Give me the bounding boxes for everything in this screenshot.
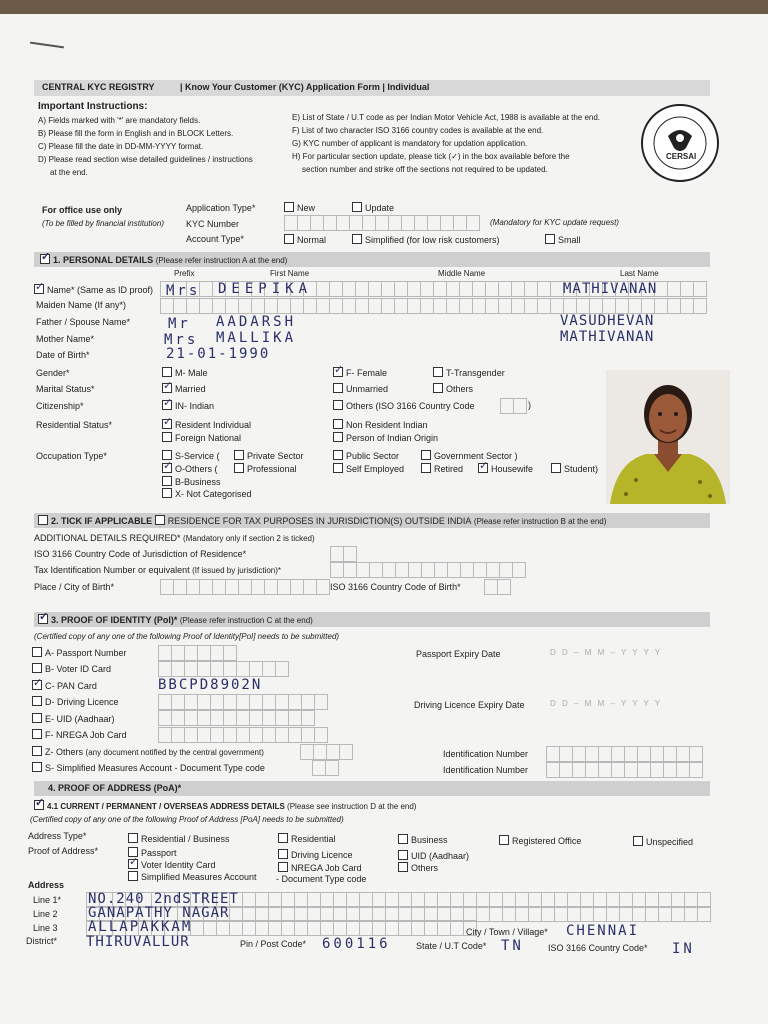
col-prefix: Prefix: [174, 269, 195, 278]
pan-checkbox[interactable]: [32, 680, 42, 690]
opt-poa-simplified[interactable]: [128, 871, 257, 882]
res-individual[interactable]: [162, 419, 251, 430]
section3-note: (Please refer instruction C at the end): [179, 616, 313, 625]
application-type-label: Application Type*: [186, 203, 256, 213]
iso-jurisdiction-label: ISO 3166 Country Code of Jurisdiction of Residence*: [34, 549, 247, 559]
self-checkbox[interactable]: [333, 463, 343, 473]
occ-retired[interactable]: [421, 463, 463, 474]
citizen-others-checkbox[interactable]: [333, 400, 343, 410]
passport-expiry-date[interactable]: D D – M M – Y Y Y Y: [550, 648, 663, 657]
state-label: State / U.T Code*: [416, 941, 487, 951]
passport-boxes[interactable]: [158, 645, 237, 661]
self-label: Self Employed: [346, 464, 405, 474]
kyc-number-boxes[interactable]: [284, 215, 480, 231]
business-label: B-Business: [175, 477, 221, 487]
male-checkbox[interactable]: [162, 367, 172, 377]
voter-boxes[interactable]: [158, 661, 289, 677]
dl-dd: D D: [550, 699, 570, 708]
occ-others[interactable]: [162, 463, 218, 474]
section2-title: [38, 515, 606, 526]
marital-label: Marital Status*: [36, 384, 95, 394]
uid-boxes[interactable]: [158, 710, 315, 726]
gender-label: Gender*: [36, 368, 70, 378]
gender-female[interactable]: [333, 367, 387, 378]
line3-value[interactable]: ALLAPAKKAM: [88, 919, 193, 935]
resident-label: Resident Individual: [175, 420, 252, 430]
opt-normal-label: Normal: [297, 235, 327, 245]
business-addr-label: Business: [411, 835, 448, 845]
dl-yyyy: Y Y Y Y: [621, 699, 663, 708]
opt-simplified-label: Simplified (for low risk customers): [365, 235, 500, 245]
poa-passport-label: Passport: [141, 848, 177, 858]
opt-new-label: New: [297, 203, 316, 213]
maiden-label: Maiden Name (If any*): [36, 300, 127, 310]
marital-others-label: Others: [446, 384, 474, 394]
seal-text: CERSAI: [666, 152, 697, 161]
occ-not-categorised[interactable]: [162, 488, 252, 499]
married-checkbox[interactable]: [162, 383, 172, 393]
poa-voter-checkbox[interactable]: [128, 859, 138, 869]
indian-label: IN- Indian: [175, 401, 215, 411]
section2-checkbox[interactable]: [38, 515, 48, 525]
resident-checkbox[interactable]: [162, 419, 172, 429]
housewife-label: Housewife: [491, 464, 534, 474]
district-value[interactable]: THIRUVALLUR: [86, 934, 190, 950]
section1-checkbox[interactable]: [40, 254, 50, 264]
res-nri[interactable]: [333, 419, 428, 430]
occ-public[interactable]: [333, 450, 399, 461]
name-checkbox[interactable]: [34, 284, 44, 294]
marital-others[interactable]: [433, 383, 473, 394]
poa-voter-label: Voter Identity Card: [141, 860, 216, 870]
dl-boxes[interactable]: [158, 694, 328, 710]
nri-label: Non Resident Indian: [346, 420, 428, 430]
instruction-e: E) List of State / U.T code as per Indian Motor Vehicle Act, 1988 is available at the end.: [292, 113, 601, 122]
dl-checkbox[interactable]: [32, 696, 42, 706]
married-label: Married: [175, 384, 206, 394]
instruction-h: H) For particular section update, please tick (✓) in the box available before the: [292, 152, 570, 161]
instruction-f: F) List of two character ISO 3166 country codes is available at the end.: [292, 126, 544, 135]
s-simplified-checkbox[interactable]: [32, 762, 42, 772]
poi-simplified[interactable]: [32, 762, 265, 773]
private-label: Private Sector: [247, 451, 304, 461]
instruction-d: D) Please read section wise detailed guidelines / instructions: [38, 155, 253, 164]
father-prefix-value[interactable]: Mr: [168, 316, 191, 332]
poa-uid-label: UID (Aadhaar): [411, 851, 470, 861]
dob-label: Date of Birth*: [36, 350, 90, 360]
form-title: CENTRAL KYC REGISTRY: [42, 82, 155, 92]
res-business-checkbox[interactable]: [128, 833, 138, 843]
poa-others-label: Others: [411, 863, 439, 873]
iso-jurisdiction-boxes[interactable]: [330, 546, 357, 562]
business-addr-checkbox[interactable]: [398, 834, 408, 844]
instructions-heading: Important Instructions:: [38, 101, 148, 112]
city-label: City / Town / Village*: [466, 927, 548, 937]
mother-label: Mother Name*: [36, 334, 95, 344]
office-use-note: (To be filled by financial institution): [42, 219, 164, 228]
instruction-g: G) KYC number of applicant is mandatory for updation application.: [292, 139, 528, 148]
pin-label: Pin / Post Code*: [240, 939, 307, 949]
section4-title: 4. PROOF OF ADDRESS (PoA)*: [48, 783, 182, 793]
occ-self[interactable]: [333, 463, 404, 474]
opt-registered[interactable]: [499, 835, 581, 846]
retired-checkbox[interactable]: [421, 463, 431, 473]
col-first: First Name: [270, 269, 310, 278]
mother-last-value[interactable]: MATHIVANAN: [560, 329, 655, 345]
unspecified-checkbox[interactable]: [633, 836, 643, 846]
update-checkbox[interactable]: [352, 202, 362, 212]
identification-number-boxes-2[interactable]: [546, 762, 703, 778]
opt-residential[interactable]: [278, 833, 336, 844]
mother-prefix-value[interactable]: Mrs: [164, 332, 199, 348]
opt-simplified[interactable]: [352, 234, 500, 245]
identification-number-label-2: Identification Number: [443, 765, 529, 775]
nrega-checkbox[interactable]: [32, 729, 42, 739]
nrega-boxes[interactable]: [158, 727, 328, 743]
registered-checkbox[interactable]: [499, 835, 509, 845]
citizen-others-label: Others (ISO 3166 Country Code: [346, 401, 475, 411]
gender-transgender[interactable]: [433, 367, 505, 378]
foreign-label: Foreign National: [175, 433, 242, 443]
unspecified-label: Unspecified: [646, 837, 694, 847]
opt-small-label: Small: [558, 235, 581, 245]
occ-professional[interactable]: [234, 463, 297, 474]
occupation-label: Occupation Type*: [36, 451, 107, 461]
passport-dd: D D: [550, 648, 570, 657]
iso-country-value[interactable]: IN: [672, 941, 695, 957]
address-type-label: Address Type*: [28, 831, 87, 841]
female-label: F- Female: [346, 368, 388, 378]
poa-simplified-label: Simplified Measures Account: [141, 872, 257, 882]
instruction-a: A) Fields marked with '*' are mandatory fields.: [38, 116, 201, 125]
student-label: Student): [564, 464, 599, 474]
residential-label: Residential Status*: [36, 420, 113, 430]
section41-title-text: 4.1 CURRENT / PERMANENT / OVERSEAS ADDRESS DETAILS: [47, 802, 285, 811]
gender-male[interactable]: [162, 367, 208, 378]
occ-business[interactable]: [162, 476, 221, 487]
account-type-label: Account Type*: [186, 234, 244, 244]
section2-title-text: 2. TICK IF APPLICABLE: [51, 516, 153, 526]
transgender-label: T-Transgender: [446, 368, 505, 378]
name-last-value[interactable]: MATHIVANAN: [563, 281, 658, 297]
dl-expiry-date[interactable]: D D – M M – Y Y Y Y: [550, 699, 663, 708]
opt-poa-others[interactable]: [398, 862, 438, 873]
registered-label: Registered Office: [512, 836, 582, 846]
service-label: S-Service (: [175, 451, 220, 461]
kyc-note: (Mandatory for KYC update request): [490, 218, 619, 227]
not-categorised-checkbox[interactable]: [162, 488, 172, 498]
dob-value[interactable]: 21-01-1990: [166, 346, 271, 362]
new-checkbox[interactable]: [284, 202, 294, 212]
mother-first-value[interactable]: MALLIKA: [216, 330, 297, 346]
place-birth-label: Place / City of Birth*: [34, 582, 115, 592]
poi-passport[interactable]: [32, 647, 127, 658]
student-checkbox[interactable]: [551, 463, 561, 473]
poi-uid[interactable]: [32, 713, 115, 724]
z-others-boxes[interactable]: [300, 744, 353, 760]
name-label-text: Name* (Same as ID proof): [47, 285, 154, 295]
business-checkbox[interactable]: [162, 476, 172, 486]
poa-doctype-label: - Document Type code: [276, 874, 367, 884]
opt-poa-nrega[interactable]: [278, 862, 362, 873]
government-label: Government Sector ): [434, 451, 518, 461]
poa-uid-checkbox[interactable]: [398, 850, 408, 860]
voter-checkbox[interactable]: [32, 663, 42, 673]
foreign-checkbox[interactable]: [162, 432, 172, 442]
residential-checkbox[interactable]: [278, 833, 288, 843]
citizenship-label: Citizenship*: [36, 401, 84, 411]
normal-checkbox[interactable]: [284, 234, 294, 244]
citizen-others[interactable]: [333, 400, 475, 411]
opt-small[interactable]: [545, 234, 581, 245]
additional-details-note: (Mandatory only if section 2 is ticked): [183, 534, 315, 543]
cersai-seal: [632, 102, 728, 184]
opt-poa-dl[interactable]: [278, 849, 353, 860]
not-categorised-label: X- Not Categorised: [175, 489, 252, 499]
pio-label: Person of Indian Origin: [346, 433, 439, 443]
uid-label: E- UID (Aadhaar): [45, 714, 115, 724]
opt-unspecified[interactable]: [633, 836, 693, 847]
s-simplified-label: S- Simplified Measures Account - Document Type code: [45, 763, 265, 773]
tax-residence-checkbox[interactable]: [155, 515, 165, 525]
female-checkbox[interactable]: [333, 367, 343, 377]
tin: [34, 565, 281, 575]
poa-simplified-checkbox[interactable]: [128, 871, 138, 881]
simplified-checkbox[interactable]: [352, 234, 362, 244]
occ-housewife[interactable]: [478, 463, 533, 474]
line2-label: Line 2: [33, 909, 58, 919]
name-first-value[interactable]: DEEPIKA: [218, 281, 313, 297]
father-first-value[interactable]: AADARSH: [216, 314, 297, 330]
poi-others[interactable]: [32, 746, 264, 757]
identification-number-label-1: Identification Number: [443, 749, 529, 759]
instruction-b: B) Please fill the form in English and in BLOCK Letters.: [38, 129, 234, 138]
marital-married[interactable]: [162, 383, 206, 394]
section1-title: [40, 254, 287, 265]
proof-address-label: Proof of Address*: [28, 846, 99, 856]
district-label: District*: [26, 936, 57, 946]
poa-dl-label: Driving Licence: [291, 850, 353, 860]
citizen-close: ): [528, 400, 531, 410]
tin-label: Tax Identification Number or equivalent: [34, 565, 190, 575]
passport-expiry-label: Passport Expiry Date: [416, 649, 501, 659]
occ-others-label: O-Others (: [175, 464, 218, 474]
line2-value[interactable]: GANAPATHY NAGAR: [88, 905, 230, 921]
unmarried-checkbox[interactable]: [333, 383, 343, 393]
tin-boxes[interactable]: [330, 562, 526, 578]
nrega-label: F- NREGA Job Card: [45, 730, 127, 740]
opt-business-addr[interactable]: [398, 834, 448, 845]
iso-country-label: ISO 3166 Country Code*: [548, 943, 648, 953]
pan-label: C- PAN Card: [45, 681, 97, 691]
father-last-value[interactable]: VASUDHEVAN: [560, 313, 655, 329]
transgender-checkbox[interactable]: [433, 367, 443, 377]
line1-label: Line 1*: [33, 895, 62, 905]
public-label: Public Sector: [346, 451, 400, 461]
poa-others-checkbox[interactable]: [398, 862, 408, 872]
public-checkbox[interactable]: [333, 450, 343, 460]
section41-title: [34, 800, 416, 811]
citizen-indian[interactable]: [162, 400, 214, 411]
citizen-code-boxes[interactable]: [500, 398, 527, 414]
form-subtitle: | Know Your Customer (KYC) Application Form | Individual: [180, 82, 430, 92]
maiden-grid[interactable]: [160, 298, 707, 314]
identification-number-boxes-1[interactable]: [546, 746, 703, 762]
nri-checkbox[interactable]: [333, 419, 343, 429]
kyc-number-label: KYC Number: [186, 219, 240, 229]
poa-cert-note: (Certified copy of any one of the following Proof of Address [PoA] needs to be submitted): [30, 815, 344, 824]
voter-label: B- Voter ID Card: [45, 664, 112, 674]
res-pio[interactable]: [333, 432, 438, 443]
iso-birth-label: ISO 3166 Country Code of Birth*: [330, 582, 461, 592]
z-others-checkbox[interactable]: [32, 746, 42, 756]
opt-poa-voter[interactable]: [128, 859, 216, 870]
opt-update-label: Update: [365, 203, 395, 213]
state-value[interactable]: TN: [501, 938, 524, 954]
office-use-label: For office use only: [42, 205, 123, 215]
pan-value[interactable]: BBCPD8902N: [158, 677, 263, 693]
marital-others-checkbox[interactable]: [433, 383, 443, 393]
pio-checkbox[interactable]: [333, 432, 343, 442]
additional-details-label: ADDITIONAL DETAILS REQUIRED*: [34, 533, 181, 543]
poa-nrega-label: NREGA Job Card: [291, 863, 362, 873]
instruction-c: C) Please fill the date in DD-MM-YYYY format.: [38, 142, 204, 151]
name-label: [34, 284, 153, 295]
col-middle: Middle Name: [438, 269, 486, 278]
res-business-label: Residential / Business: [141, 834, 230, 844]
line1-value[interactable]: NO.240 2ndSTREET: [88, 891, 239, 907]
occ-student[interactable]: [551, 463, 598, 474]
pen-mark: [30, 42, 64, 49]
place-birth-boxes[interactable]: [160, 579, 330, 595]
section41-checkbox[interactable]: [34, 800, 44, 810]
private-checkbox[interactable]: [234, 450, 244, 460]
indian-checkbox[interactable]: [162, 400, 172, 410]
passport-label: A- Passport Number: [45, 648, 127, 658]
dl-mm: M M: [584, 699, 607, 708]
government-checkbox[interactable]: [421, 450, 431, 460]
poa-dl-checkbox[interactable]: [278, 849, 288, 859]
z-others-note: (any document notified by the central government): [85, 748, 264, 757]
small-checkbox[interactable]: [545, 234, 555, 244]
section3-checkbox[interactable]: [38, 614, 48, 624]
occ-government[interactable]: [421, 450, 518, 461]
passport-yyyy: Y Y Y Y: [621, 648, 663, 657]
section2-note: (Please refer instruction B at the end): [473, 517, 607, 526]
passport-checkbox[interactable]: [32, 647, 42, 657]
male-label: M- Male: [175, 368, 208, 378]
marital-unmarried[interactable]: [333, 383, 388, 394]
address-heading: Address: [28, 880, 65, 890]
section1-title-text: 1. PERSONAL DETAILS: [53, 255, 154, 265]
top-edge: [0, 0, 768, 14]
passport-mm: M M: [584, 648, 607, 657]
housewife-checkbox[interactable]: [478, 463, 488, 473]
poi-nrega[interactable]: [32, 729, 127, 740]
line3-label: Line 3: [33, 923, 58, 933]
poi-voter[interactable]: [32, 663, 111, 674]
section2-rest: RESIDENCE FOR TAX PURPOSES IN JURISDICTION(S) OUTSIDE INDIA: [167, 516, 472, 526]
instruction-h-cont: section number and strike off the sections not required to be updated.: [302, 165, 548, 174]
col-last: Last Name: [620, 269, 659, 278]
professional-checkbox[interactable]: [234, 463, 244, 473]
section1-note: (Please refer instruction A at the end): [155, 256, 288, 265]
poi-cert-note: (Certified copy of any one of the following Proof of Identity[PoI] needs to be submitted): [34, 632, 340, 641]
poa-nrega-checkbox[interactable]: [278, 862, 288, 872]
z-others-label: Z- Others: [45, 747, 84, 757]
tin-note: (If issued by jurisdiction)*: [192, 566, 282, 575]
opt-normal[interactable]: [284, 234, 326, 245]
uid-checkbox[interactable]: [32, 713, 42, 723]
section3-title-text: 3. PROOF OF IDENTITY (PoI)*: [51, 615, 178, 625]
s-code-boxes[interactable]: [312, 760, 339, 776]
additional-details: [34, 533, 315, 543]
father-label: Father / Spouse Name*: [36, 317, 131, 327]
residential-label: Residential: [291, 834, 336, 844]
dl-expiry-label: Driving Licence Expiry Date: [414, 700, 525, 710]
name-prefix-value[interactable]: Mrs: [166, 283, 201, 299]
opt-new[interactable]: [284, 202, 315, 213]
section3-title: [38, 614, 313, 625]
section41-note: (Please see instruction D at the end): [287, 802, 417, 811]
pin-value[interactable]: 600116: [322, 936, 391, 952]
opt-update[interactable]: [352, 202, 394, 213]
iso-birth-boxes[interactable]: [484, 579, 511, 595]
dl-label: D- Driving Licence: [45, 697, 119, 707]
res-foreign[interactable]: [162, 432, 241, 443]
opt-res-business[interactable]: [128, 833, 230, 844]
poi-pan[interactable]: [32, 680, 97, 691]
opt-poa-uid[interactable]: [398, 850, 469, 861]
unmarried-label: Unmarried: [346, 384, 389, 394]
occ-others-checkbox[interactable]: [162, 463, 172, 473]
applicant-photo: [606, 370, 730, 504]
occ-private[interactable]: [234, 450, 304, 461]
retired-label: Retired: [434, 464, 464, 474]
poi-dl[interactable]: [32, 696, 119, 707]
professional-label: Professional: [247, 464, 297, 474]
instruction-d-cont: at the end.: [50, 168, 88, 177]
city-value[interactable]: CHENNAI: [566, 923, 640, 939]
